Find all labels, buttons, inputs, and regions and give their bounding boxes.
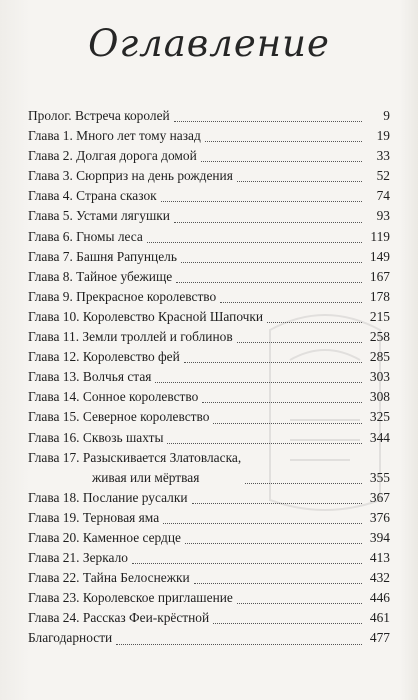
toc-entry-page-number: 167 [369,268,390,284]
dot-leader [132,563,362,564]
toc-entry[interactable] [28,227,390,247]
toc-entry-title: Глава 22. Тайна Белоснежки [28,570,190,586]
toc-entry-title: Глава 5. Устами лягушки [28,208,170,224]
dot-leader [192,503,362,504]
toc-entry-title: Глава 2. Долгая дорога домой [28,148,197,164]
toc-entry[interactable] [28,106,390,126]
toc-entry-title: Глава 12. Королевство фей [28,349,180,365]
dot-leader [202,402,362,403]
dot-leader [237,603,362,604]
toc-entry-title: Пролог. Встреча королей [28,108,170,123]
toc-entry-title: Глава 6. Гномы леса [28,228,143,244]
dot-leader [174,222,362,223]
toc-entry[interactable] [28,387,390,407]
dot-leader [237,342,362,343]
dot-leader [176,282,362,283]
toc-entry-page-number: 344 [369,429,390,445]
toc-entry[interactable] [28,548,390,568]
toc-entry-title: Глава 1. Много лет тому назад [28,128,201,144]
toc-entry-page-number: 258 [369,329,390,345]
dot-leader [181,262,362,263]
toc-entry-page-number: 413 [369,550,390,566]
toc-entry[interactable] [28,628,390,648]
toc-entry-title: Глава 21. Зеркало [28,550,128,566]
toc-entry-title: Глава 3. Сюрприз на день рождения [28,168,233,184]
toc-entry[interactable] [28,327,390,347]
toc-entry-title: Глава 13. Волчья стая [28,369,152,385]
toc-entry-title: Глава 19. Терновая яма [28,509,160,525]
dot-leader [161,201,362,202]
dot-leader [184,362,362,363]
toc-entry-title: Глава 18. Послание русалки [28,489,188,505]
toc-entry-title: Глава 11. Земли троллей и гоблинов [28,329,233,345]
toc-entry-title: Глава 9. Прекрасное королевство [28,288,217,304]
table-of-contents [28,106,390,649]
toc-entry-page-number: 52 [376,168,390,184]
toc-entry[interactable] [28,166,390,186]
page-title: Оглавление [88,22,330,65]
toc-entry[interactable] [28,146,390,166]
dot-leader [163,523,362,524]
toc-entry-page-number: 93 [376,208,390,224]
toc-entry[interactable] [28,287,390,307]
dot-leader [147,242,362,243]
toc-entry-page-number: 9 [383,108,390,123]
toc-entry-title: Глава 24. Рассказ Феи-крёстной [28,610,210,626]
toc-entry-page-number: 285 [369,349,390,365]
dot-leader [167,443,362,444]
toc-entry-page-number: 394 [369,529,390,545]
toc-entry[interactable] [28,428,390,448]
toc-entry-page-number: 33 [376,148,390,164]
toc-entry[interactable] [28,448,390,488]
toc-entry-title: Глава 15. Северное королевство [28,409,210,425]
toc-entry[interactable] [28,608,390,628]
toc-entry-page-number: 308 [369,389,390,405]
dot-leader [174,121,362,122]
toc-entry-page-number: 74 [376,188,390,204]
toc-entry-page-number: 446 [369,590,390,606]
toc-entry-page-number: 376 [369,509,390,525]
dot-leader [185,543,362,544]
toc-entry-page-number: 432 [369,570,390,586]
toc-entry-title: Глава 14. Сонное королевство [28,389,199,405]
toc-entry[interactable] [28,528,390,548]
toc-entry-page-number: 19 [376,128,390,144]
dot-leader [245,483,362,484]
toc-entry[interactable] [28,267,390,287]
toc-entry-page-number: 325 [369,409,390,425]
toc-entry-page-number: 367 [369,489,390,505]
toc-entry[interactable] [28,508,390,528]
dot-leader [205,141,362,142]
dot-leader [213,423,362,424]
dot-leader [116,644,362,645]
toc-entry[interactable] [28,307,390,327]
toc-entry[interactable] [28,126,390,146]
toc-entry-title-line2: живая или мёртвая [92,469,200,485]
toc-entry[interactable] [28,247,390,267]
dot-leader [155,382,362,383]
toc-entry[interactable] [28,186,390,206]
toc-entry[interactable] [28,588,390,608]
toc-entry[interactable] [28,407,390,427]
toc-entry-title: Глава 20. Каменное сердце [28,529,181,545]
toc-entry-title: Благодарности [28,630,113,646]
dot-leader [201,161,362,162]
toc-entry[interactable] [28,488,390,508]
toc-entry-title-line1: Глава 17. Разыскивается Златовласка, [28,449,242,465]
toc-entry[interactable] [28,347,390,367]
toc-entry-title [28,448,241,488]
dot-leader [267,322,362,323]
toc-entry-page-number: 149 [369,248,390,264]
toc-entry-page-number: 461 [369,610,390,626]
dot-leader [237,181,362,182]
toc-entry-page-number: 355 [369,469,390,485]
toc-entry-title: Глава 23. Королевское приглашение [28,590,233,606]
toc-entry[interactable] [28,568,390,588]
dot-leader [220,302,362,303]
toc-entry-title: Глава 7. Башня Рапунцель [28,248,177,264]
toc-entry-page-number: 178 [369,288,390,304]
toc-entry-title: Глава 4. Страна сказок [28,188,157,204]
toc-entry-title: Глава 10. Королевство Красной Шапочки [28,308,264,324]
toc-entry-page-number: 303 [369,369,390,385]
toc-entry-page-number: 477 [369,630,390,646]
toc-entry[interactable] [28,206,390,226]
toc-entry-page-number: 215 [369,308,390,324]
dot-leader [194,583,362,584]
toc-entry-page-number: 119 [370,228,390,244]
toc-entry[interactable] [28,367,390,387]
toc-entry-title: Глава 16. Сквозь шахты [28,429,164,445]
toc-entry-title: Глава 8. Тайное убежище [28,268,173,284]
dot-leader [213,623,362,624]
